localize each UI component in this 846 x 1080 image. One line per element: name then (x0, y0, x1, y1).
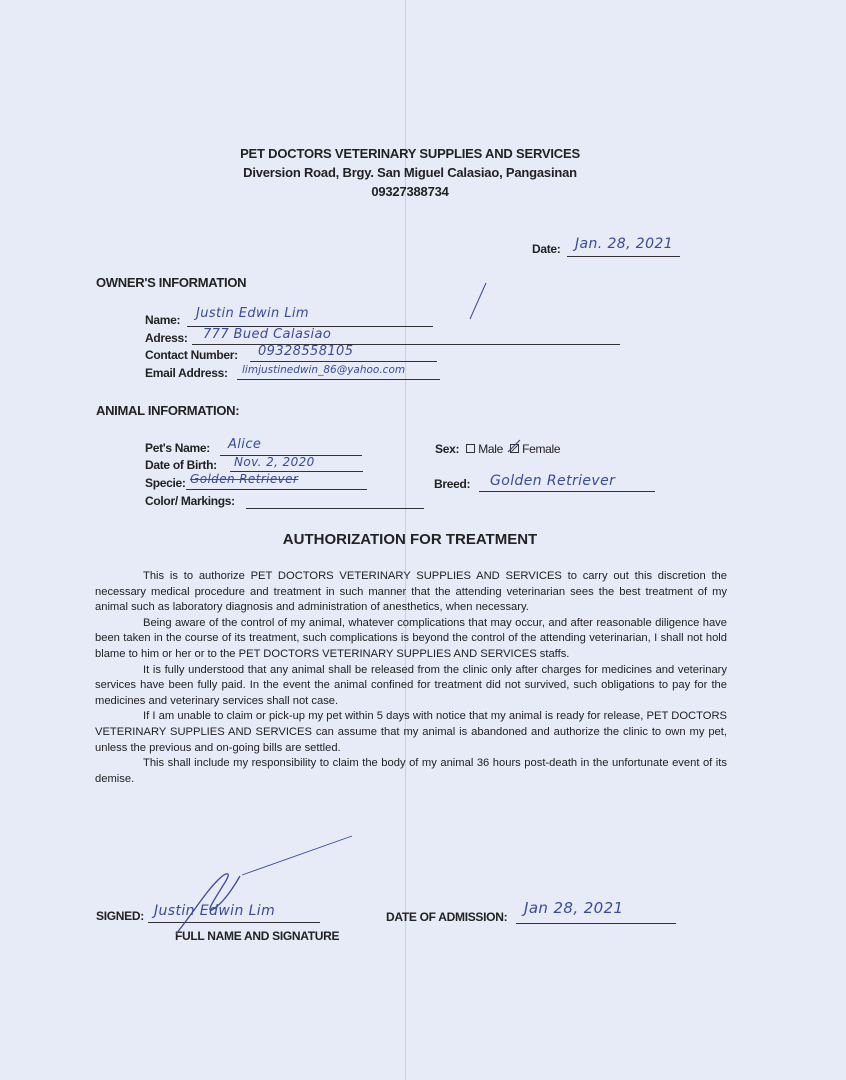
animal-heading: ANIMAL INFORMATION: (96, 403, 240, 418)
owner-name-label: Name: (145, 313, 181, 327)
owner-address-label: Adress: (145, 331, 188, 345)
authorization-paragraph: It is fully understood that any animal shall be released from the clinic only after charges for medicines and veterinary services have been fully paid. In the event the animal confined for treatment did not survived, such obligations to pay for the medicines and veterinary services shall not case. (95, 663, 727, 707)
authorization-paragraph: This is to authorize PET DOCTORS VETERINARY SUPPLIES AND SERVICES to carry out this discretion the necessary medical procedure and treatment in such manner that the attending veterinarian sees the best treatment of my animal such as laboratory diagnosis and administration of anesthetics, when necessary. (95, 570, 727, 614)
owner-contact-label: Contact Number: (145, 348, 238, 362)
authorization-paragraph: If I am unable to claim or pick-up my pet within 5 days with notice that my animal is ready for release, PET DOCTORS VETERINARY SUPPLIES AND SERVICES can assume that my animal is abandoned and authorize the clinic to own my pet, unless the previous and on-going bills are settled. (95, 710, 727, 754)
authorization-paragraph: Being aware of the control of my animal, whatever complications that may occur, and after reasonable diligence have been taken in the course of its treatment, such complications is beyond the control of the attending veterinarian, I shall not hold blame to him or her or to the PET DOCTORS VETERINARY SUPPLIES AND SERVICES staffs. (95, 616, 727, 660)
specie-value: Golden Retriever (190, 472, 299, 486)
company-name: PET DOCTORS VETERINARY SUPPLIES AND SERVICES (240, 146, 580, 161)
owner-email-label: Email Address: (145, 366, 228, 380)
signed-name-value: Justin Edwin Lim (154, 903, 276, 919)
signature-scribble (176, 874, 240, 934)
female-option-label: Female (522, 442, 561, 456)
admission-value: Jan 28, 2021 (524, 899, 624, 917)
color-markings-label: Color/ Markings: (145, 494, 235, 508)
dob-label: Date of Birth: (145, 458, 217, 472)
owner-email-value: limjustinedwin_86@yahoo.com (242, 364, 406, 376)
signature-tail (242, 836, 352, 875)
company-address: Diversion Road, Brgy. San Miguel Calasiao, Pangasinan (243, 165, 577, 180)
sex-label: Sex: (435, 442, 460, 456)
authorization-title: AUTHORIZATION FOR TREATMENT (282, 531, 538, 548)
owner-address-value: 777 Bued Calasiao (203, 327, 332, 342)
breed-label: Breed: (434, 477, 471, 491)
dob-value: Nov. 2, 2020 (234, 455, 315, 469)
breed-value: Golden Retriever (490, 473, 616, 489)
date-value: Jan. 28, 2021 (575, 236, 674, 252)
authorization-paragraph: This shall include my responsibility to claim the body of my animal 36 hours post-death in the unfortunate event of its demise. (95, 757, 727, 785)
signed-label: SIGNED: (96, 909, 144, 923)
owner-contact-value: 09328558105 (258, 344, 354, 359)
date-label: Date: (532, 242, 561, 256)
signature-caption: FULL NAME AND SIGNATURE (175, 929, 340, 943)
admission-label: DATE OF ADMISSION: (386, 910, 508, 924)
pet-name-label: Pet's Name: (145, 441, 210, 455)
male-option-label: Male (478, 442, 504, 456)
stray-pen-stroke (470, 283, 486, 319)
owner-heading: OWNER'S INFORMATION (96, 275, 247, 290)
pet-name-value: Alice (228, 437, 262, 452)
female-check-stroke (508, 440, 520, 452)
specie-label: Specie: (145, 476, 186, 490)
owner-name-value: Justin Edwin Lim (196, 306, 309, 321)
company-phone: 09327388734 (371, 184, 449, 199)
